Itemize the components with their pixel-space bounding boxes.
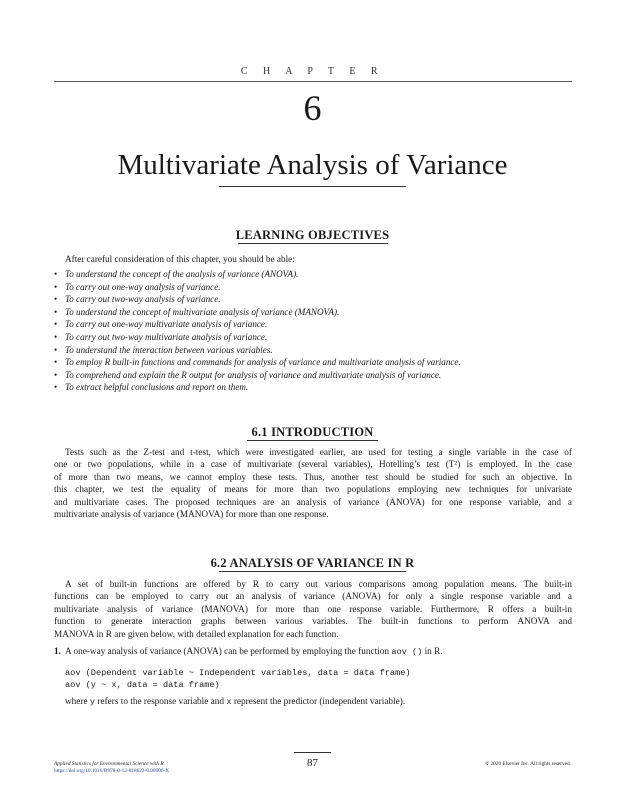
paragraph-line: this chapter, we test the equality of means for more than two populations employing new techniques for univariate (54, 485, 572, 496)
text: represent the predictor (independent variable). (231, 697, 406, 707)
learning-objectives-intro: After careful consideration of this chapter, you should be able: (65, 254, 295, 264)
paragraph-line: function to generate interaction graphs between various variables. The built-in functions to perform ANOVA and (54, 617, 572, 628)
bullet-icon: • (54, 344, 58, 355)
objective-text: To carry out two-way multivariate analysis of variance. (65, 331, 268, 342)
anova-paragraph (54, 579, 572, 641)
paragraph-line: functions can be employed to carry out an analysis of variance (ANOVA) for only a single response variable and a (54, 592, 572, 603)
introduction-rule (247, 440, 378, 441)
item-text: A one-way analysis of variance (ANOVA) can be performed by employing the function (65, 647, 392, 657)
chapter-rule (54, 81, 572, 82)
learning-objectives-rule (238, 243, 388, 244)
objective-text: To understand the concept of multivariate analysis of variance (MANOVA). (65, 306, 340, 317)
inline-code: x (226, 697, 232, 707)
item-text-end: in R. (422, 647, 443, 657)
copyright: © 2020 Elsevier Inc. All rights reserved. (485, 761, 571, 767)
paragraph-line: one or two populations, while in a case of multivariate (several variables), Hotelling’s test (T²) is employed. In the case (54, 460, 572, 471)
bullet-icon: • (54, 281, 58, 292)
objective-text: To carry out two-way analysis of variance. (65, 294, 221, 305)
introduction-heading: 6.1 INTRODUCTION (251, 425, 374, 439)
bullet-icon: • (54, 269, 58, 279)
objective-item (54, 281, 574, 294)
inline-code: aov () (391, 647, 423, 657)
bullet-icon: • (54, 306, 58, 317)
objective-item (54, 369, 574, 382)
objective-text: To carry out one-way multivariate analysis of variance. (65, 319, 268, 330)
doi-link[interactable]: https://doi.org/10.1016/B978-0-12-818622-0.00006-X (54, 768, 170, 774)
chapter-label: C H A P T E R (240, 66, 385, 77)
introduction-paragraph (54, 447, 572, 521)
paragraph-line: multivariate analysis of variance (MANOVA) for more than one response. (54, 510, 329, 521)
objective-item (54, 356, 574, 369)
page-number: 87 (307, 757, 318, 769)
anova-section-heading: 6.2 ANALYSIS OF VARIANCE IN R (210, 556, 415, 570)
bullet-icon: • (54, 369, 58, 380)
code-line: aov (Dependent variable ~ Independent variables, data = data frame) (65, 668, 411, 678)
chapter-title: Multivariate Analysis of Variance (117, 149, 508, 181)
objective-item (54, 344, 574, 357)
inline-code: y (89, 697, 96, 707)
item-explanation (65, 697, 405, 707)
objective-text: To understand the concept of the analysis of variance (ANOVA). (65, 269, 299, 279)
anova-section-rule (219, 571, 406, 572)
objective-item (54, 381, 574, 394)
paragraph-line: of more than two means, we cannot employ these tests. Thus, another test should be studied for such an objective. In (54, 472, 572, 483)
objective-item (54, 293, 574, 306)
footer-rule (294, 752, 331, 753)
learning-objectives-heading: LEARNING OBJECTIVES (235, 228, 390, 242)
objective-item (54, 318, 574, 331)
text: where (65, 697, 90, 707)
chapter-number: 6 (303, 88, 322, 128)
code-line: aov (y ~ x, data = data frame) (65, 680, 220, 690)
paragraph-line: A set of built-in functions are offered by R to carry out various comparisons among population means. The built-in (65, 580, 572, 590)
objective-text: To comprehend and explain the R output for analysis of variance and multivariate analysis of variance. (65, 369, 442, 380)
learning-objectives-list (54, 268, 574, 394)
objective-text: To understand the interaction between various variables. (65, 344, 273, 355)
bullet-icon: • (54, 331, 58, 342)
bullet-icon: • (54, 319, 58, 330)
item-number: 1. (54, 647, 61, 657)
numbered-item (54, 647, 574, 657)
objective-text: To extract helpful conclusions and report on them. (65, 382, 249, 393)
objective-item (54, 306, 574, 319)
book-title: Applied Statistics for Environmental Science with R (54, 761, 164, 767)
text: refers to the response variable and (95, 697, 227, 707)
objective-text: To employ R built-in functions and commands for analysis of variance and multivariate analysis of variance. (65, 357, 461, 368)
objective-item (54, 331, 574, 344)
title-rule (219, 186, 406, 187)
paragraph-line: and multivariate cases. The proposed techniques are an analysis of variance (ANOVA) for one response variable, and a (54, 497, 572, 508)
objective-item (54, 268, 574, 281)
bullet-icon: • (54, 294, 58, 305)
bullet-icon: • (54, 357, 58, 368)
objective-text: To carry out one-way analysis of variance. (65, 281, 221, 292)
paragraph-line: MANOVA in R are given below, with detailed explanation for each function. (54, 629, 339, 640)
paragraph-line: Tests such as the Z-test and t-test, which were investigated earlier, are used for testing a single variable in the case of (65, 448, 572, 458)
paragraph-line: multivariate analysis of variance (MANOVA) for more than one response variable. Furthermore, R offers a built-in (54, 604, 572, 615)
bullet-icon: • (54, 382, 58, 393)
